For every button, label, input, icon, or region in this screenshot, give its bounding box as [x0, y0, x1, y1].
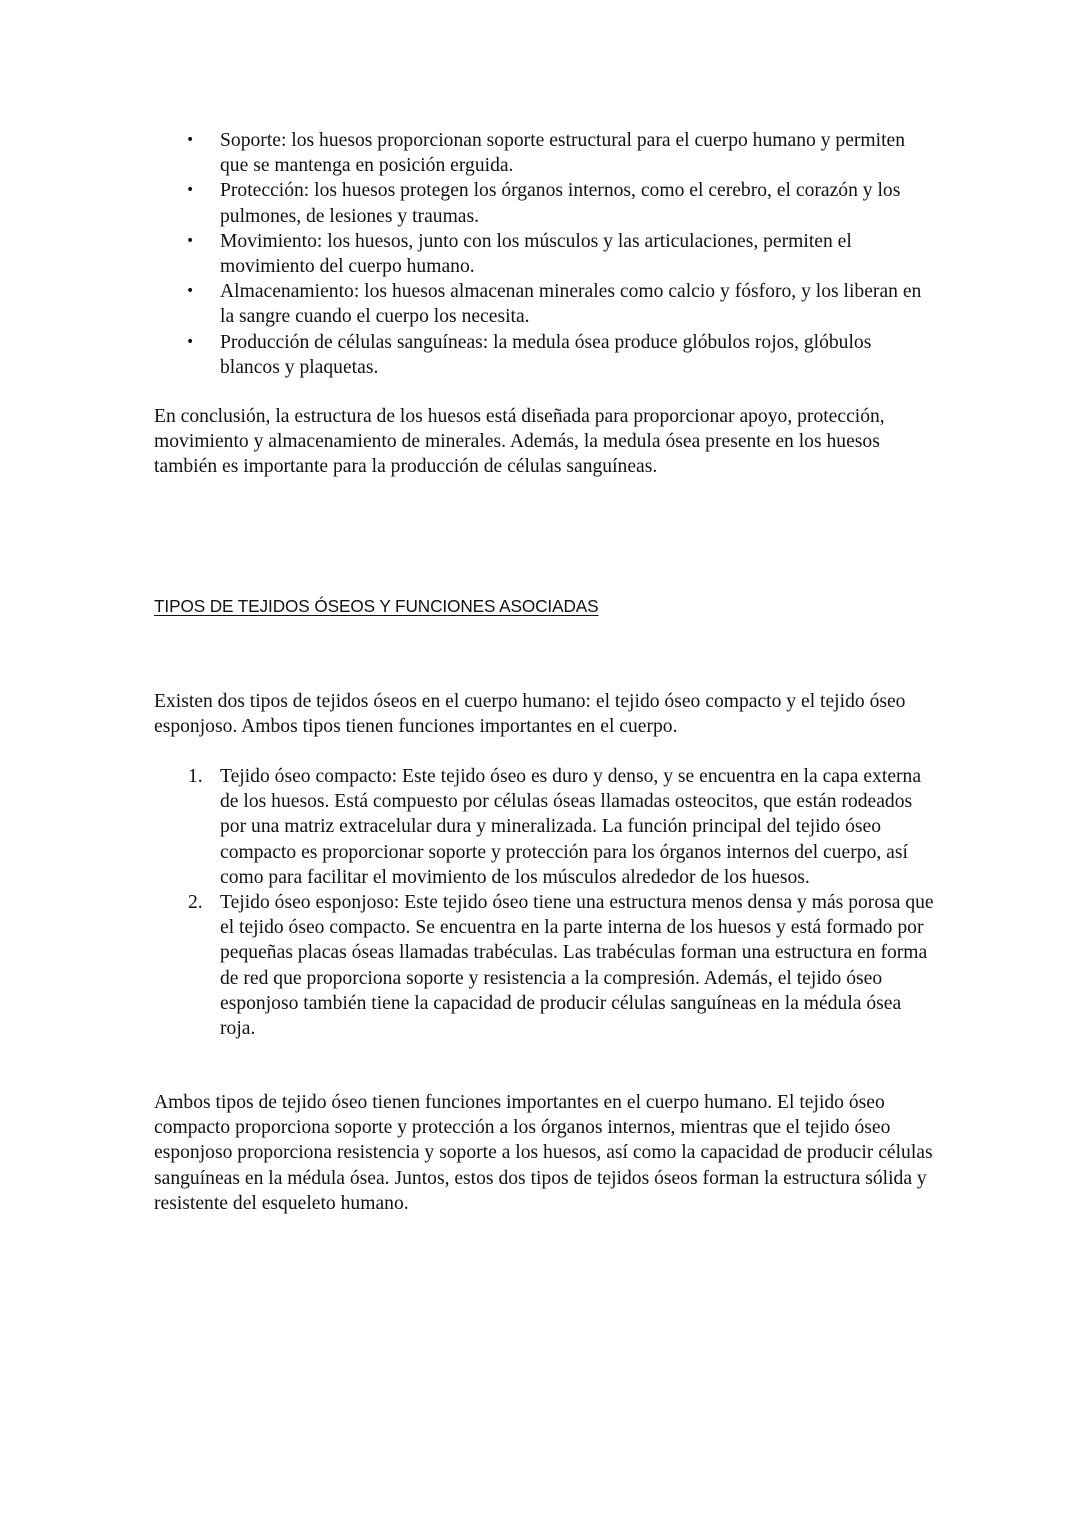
conclusion-paragraph: En conclusión, la estructura de los huesos está diseñada para proporcionar apoyo, protección, movimiento y almacenamiento de minerales. Además, la medula ósea presente en los huesos también es importante para la producción de células sanguíneas.	[154, 406, 885, 478]
list-item	[154, 229, 934, 279]
list-item	[154, 178, 934, 228]
tissue-types-list	[154, 764, 934, 1041]
list-item	[154, 764, 934, 890]
list-item-text: Protección: los huesos protegen los órganos internos, como el cerebro, el corazón y los pulmones, de lesiones y traumas.	[220, 180, 901, 227]
list-item	[154, 279, 934, 329]
list-item-text: Producción de células sanguíneas: la medula ósea produce glóbulos rojos, glóbulos blancos y plaquetas.	[220, 331, 872, 378]
list-item	[154, 330, 934, 380]
list-number: 1.	[188, 766, 203, 787]
list-item	[154, 128, 934, 178]
list-item-text: Soporte: los huesos proporcionan soporte estructural para el cuerpo humano y permiten que se mantenga en posición erguida.	[220, 130, 906, 177]
bullet-icon: •	[186, 132, 195, 148]
bone-functions-list	[154, 128, 934, 380]
bullet-icon: •	[186, 232, 195, 249]
section-heading: TIPOS DE TEJIDOS ÓSEOS Y FUNCIONES ASOCIADAS	[154, 596, 599, 616]
bullet-icon: •	[186, 283, 195, 300]
intro-paragraph: Existen dos tipos de tejidos óseos en el cuerpo humano: el tejido óseo compacto y el tejido óseo esponjoso. Ambos tipos tienen funciones importantes en el cuerpo.	[154, 691, 906, 738]
list-item-text: Almacenamiento: los huesos almacenan minerales como calcio y fósforo, y los liberan en la sangre cuando el cuerpo los necesita.	[220, 281, 922, 328]
list-item-text: Movimiento: los huesos, junto con los músculos y las articulaciones, permiten el movimiento del cuerpo humano.	[220, 230, 852, 278]
list-item-text: Tejido óseo esponjoso: Este tejido óseo tiene una estructura menos densa y más porosa que el tejido óseo compacto. Se encuentra en la parte interna de los huesos y está formado por pequeñas placas óseas llamadas trabéculas. Las trabéculas forman una estructura en forma de red que proporciona soporte y resistencia a la compresión. Además, el tejido óseo esponjoso también tiene la capacidad de producir células sanguíneas en la médula ósea roja.	[220, 892, 934, 1040]
bullet-icon: •	[186, 182, 195, 199]
list-item	[154, 890, 934, 1041]
bullet-icon: •	[186, 333, 195, 350]
list-number: 2.	[188, 892, 203, 914]
list-item-text: Tejido óseo compacto: Este tejido óseo es duro y denso, y se encuentra en la capa externa de los huesos. Está compuesto por células óseas llamadas osteocitos, que están rodeados por una matriz extracelular dura y mineralizada. La función principal del tejido óseo compacto es proporcionar soporte y protección para los órganos internos del cuerpo, así como para facilitar el movimiento de los músculos alrededor de los huesos.	[220, 766, 922, 888]
closing-paragraph: Ambos tipos de tejido óseo tienen funciones importantes en el cuerpo humano. El tejido óseo compacto proporciona soporte y protección a los órganos internos, mientras que el tejido óseo esponjoso proporciona resistencia y soporte a los huesos, así como la capacidad de producir células sanguíneas en la médula ósea. Juntos, estos dos tipos de tejidos óseos forman la estructura sólida y resistente del esqueleto humano.	[154, 1092, 933, 1214]
